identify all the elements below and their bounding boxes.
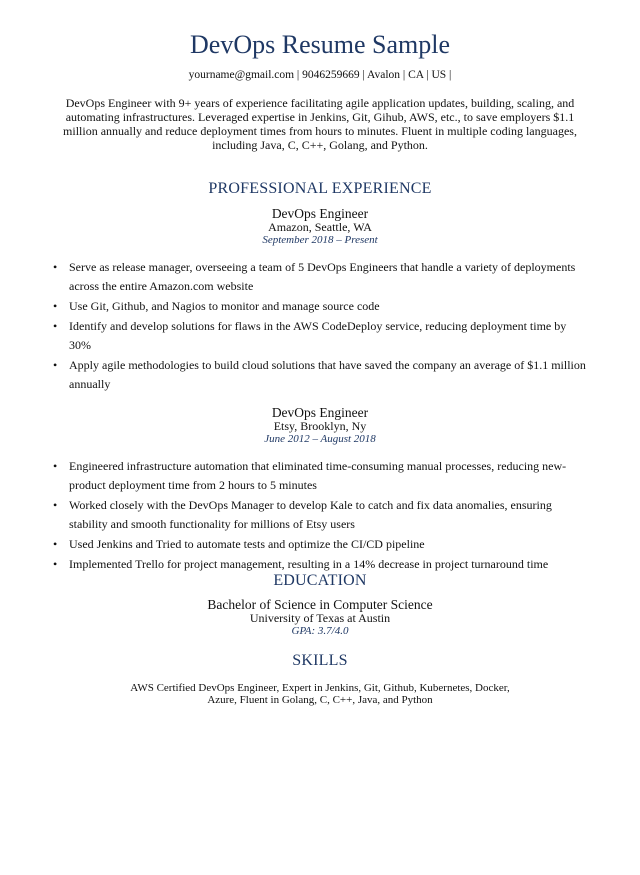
education-degree: Bachelor of Science in Computer Science <box>207 597 433 612</box>
job-bullets-etsy <box>50 457 590 575</box>
resume-title: DevOps Resume Sample <box>190 30 450 59</box>
contact-info: yourname@gmail.com | 9046259669 | Avalon | CA | US | <box>188 69 452 81</box>
job-entry-etsy <box>0 406 640 446</box>
bullet-item: • Serve as release manager, overseeing a team of 5 DevOps Engineers that handle a variety of deployments across the entire Amazon.com website <box>50 258 590 296</box>
experience-heading: PROFESSIONAL EXPERIENCE <box>208 180 432 197</box>
job-dates: September 2018 – Present <box>262 234 378 246</box>
bullet-item: • Used Jenkins and Tried to automate tests and optimize the CI/CD pipeline <box>50 535 590 554</box>
bullet-item: • Identify and develop solutions for flaws in the AWS CodeDeploy service, reducing deployment time by 30% <box>50 317 590 355</box>
education-school: University of Texas at Austin <box>249 611 391 625</box>
skills-list: AWS Certified DevOps Engineer, Expert in Jenkins, Git, Github, Kubernetes, Docker, Azure, Fluent in Golang, C, C++, Java, and Python <box>130 682 510 706</box>
job-company: Etsy, Brooklyn, Ny <box>273 419 367 433</box>
bullet-item: • Apply agile methodologies to build cloud solutions that have saved the company an average of $1.1 million annually <box>50 356 590 394</box>
education-entry <box>0 598 640 638</box>
job-company: Amazon, Seattle, WA <box>268 220 372 234</box>
job-bullets-amazon <box>50 258 590 395</box>
summary-paragraph: DevOps Engineer with 9+ years of experience facilitating agile application updates, building, scaling, and automating infrastructures. Leveraged expertise in Jenkins, Git, Gihub, AWS, etc., to save employers $1.1 million annually and reduce deployment times from hours to minutes. Fluent in multiple coding languages, including Java, C, C++, Golang, and Python. <box>63 96 577 152</box>
job-title: DevOps Engineer <box>271 206 369 221</box>
bullet-item: • Engineered infrastructure automation that eliminated time-consuming manual processes, reducing new-product deployment time from 2 hours to 5 minutes <box>50 457 590 495</box>
education-gpa: GPA: 3.7/4.0 <box>291 625 349 637</box>
job-dates: June 2012 – August 2018 <box>264 433 376 445</box>
bullet-item: • Use Git, Github, and Nagios to monitor and manage source code <box>50 297 590 316</box>
job-entry-amazon <box>0 207 640 247</box>
bullet-item: • Worked closely with the DevOps Manager to develop Kale to catch and fix data anomalies, ensuring stability and smooth functionality for millions of Etsy users <box>50 496 590 534</box>
bullet-item: • Implemented Trello for project management, resulting in a 14% decrease in project turnaround time <box>50 555 590 574</box>
job-title: DevOps Engineer <box>271 405 369 420</box>
skills-heading: SKILLS <box>292 652 348 669</box>
education-heading: EDUCATION <box>273 572 367 589</box>
